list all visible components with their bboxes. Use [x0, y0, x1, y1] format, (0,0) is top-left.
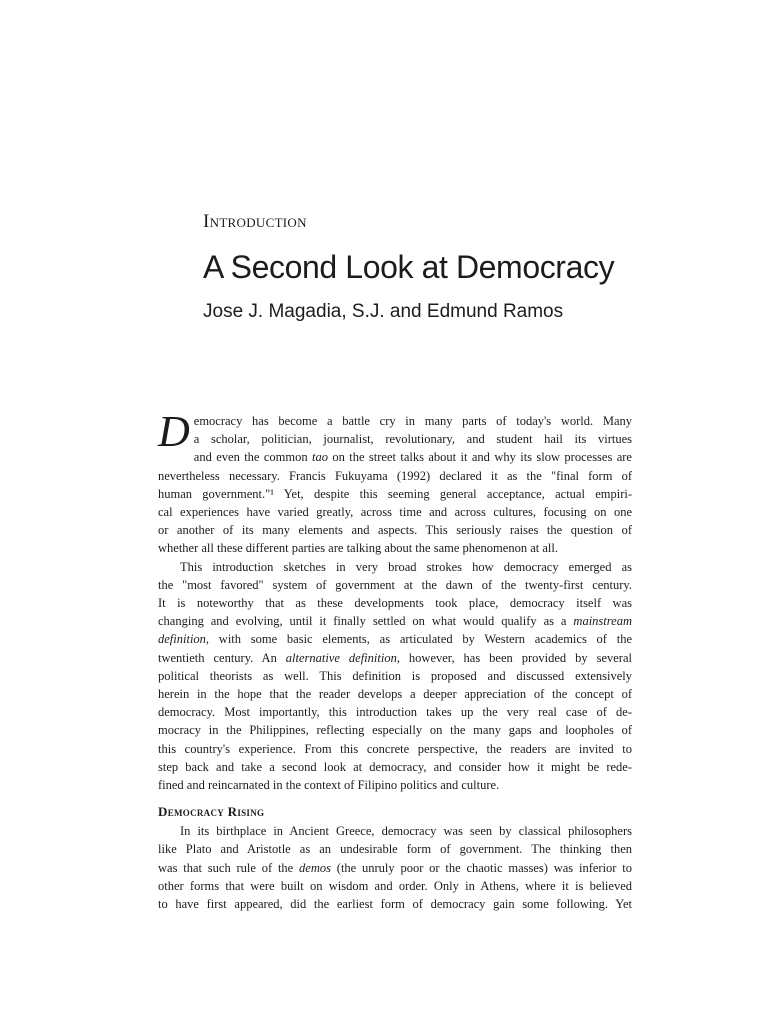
- text-line: was that such rule of the demos (the unruly poor or the chaotic masses) was inferior to: [158, 860, 632, 875]
- emphasis: alternative definition: [285, 650, 397, 665]
- paragraph-2: [158, 558, 632, 795]
- text-line: nevertheless necessary. Francis Fukuyama (1992) declared it as the "final form of: [158, 468, 632, 483]
- text-line: the "most favored" system of government at the dawn of the twenty-first century.: [158, 577, 632, 592]
- emphasis: definition: [158, 632, 206, 647]
- paragraph-1: [158, 407, 632, 558]
- section-heading: Democracy Rising: [158, 804, 265, 820]
- text-line: or another of its many elements and aspects. This seriously raises the question of: [158, 523, 632, 538]
- text-line: changing and evolving, until it finally settled on what would qualify as a mainstream: [158, 614, 632, 629]
- text-line: It is noteworthy that as these developments took place, democracy itself was: [158, 596, 632, 611]
- text-line: democracy. Most importantly, this introduction takes up the very real case of de-: [158, 705, 632, 720]
- text-line: mocracy in the Philippines, reflecting especially on the many gaps and loopholes of: [158, 723, 632, 738]
- drop-cap: D: [158, 407, 190, 456]
- text-line: whether all these different parties are talking about the same phenomenon at all.: [158, 541, 558, 556]
- text-line: step back and take a second look at democracy, and consider how it might be rede-: [158, 759, 632, 774]
- text-line: human government."¹ Yet, despite this seeming general acceptance, actual empiri-: [158, 486, 632, 501]
- chapter-authors: Jose J. Magadia, S.J. and Edmund Ramos: [203, 301, 564, 322]
- emphasis: demos: [299, 860, 331, 875]
- text-line: cal experiences have varied greatly, across time and across cultures, focusing on one: [158, 505, 632, 520]
- text-line: like Plato and Aristotle as an undesirable form of government. The thinking then: [158, 842, 632, 857]
- text-line: emocracy has become a battle cry in many parts of today's world. Many: [193, 414, 632, 428]
- emphasis: tao: [312, 450, 328, 465]
- text-line: twentieth century. An alternative definition, however, has been provided by several: [158, 650, 632, 665]
- text-line: this country's experience. From this concrete perspective, the readers are invited to: [158, 741, 632, 756]
- text-line: to have first appeared, did the earliest form of democracy gain some following. Yet: [158, 897, 632, 912]
- paragraph-3: [158, 822, 632, 913]
- text-line: and even the common tao on the street talks about it and why its slow processes are: [193, 450, 632, 465]
- text-line: herein in the hope that the reader develops a deeper appreciation of the concept of: [158, 687, 632, 702]
- text-line: definition, with some basic elements, as articulated by Western academics of the: [158, 632, 632, 647]
- text-line: In its birthplace in Ancient Greece, democracy was seen by classical philosophers: [180, 824, 632, 839]
- text-line: other forms that were built on wisdom and order. Only in Athens, where it is believed: [158, 878, 632, 893]
- text-line: political theorists as well. This definition is proposed and discussed extensively: [158, 668, 632, 683]
- text-line: a scholar, politician, journalist, revolutionary, and student hail its virtues: [193, 432, 632, 447]
- text-line: This introduction sketches in very broad strokes how democracy emerged as: [180, 559, 632, 574]
- chapter-title: A Second Look at Democracy: [203, 249, 615, 285]
- text-line: fined and reincarnated in the context of Filipino politics and culture.: [158, 778, 500, 793]
- chapter-kicker: Introduction: [203, 211, 307, 232]
- body-text: [158, 407, 632, 913]
- emphasis: mainstream: [573, 614, 632, 629]
